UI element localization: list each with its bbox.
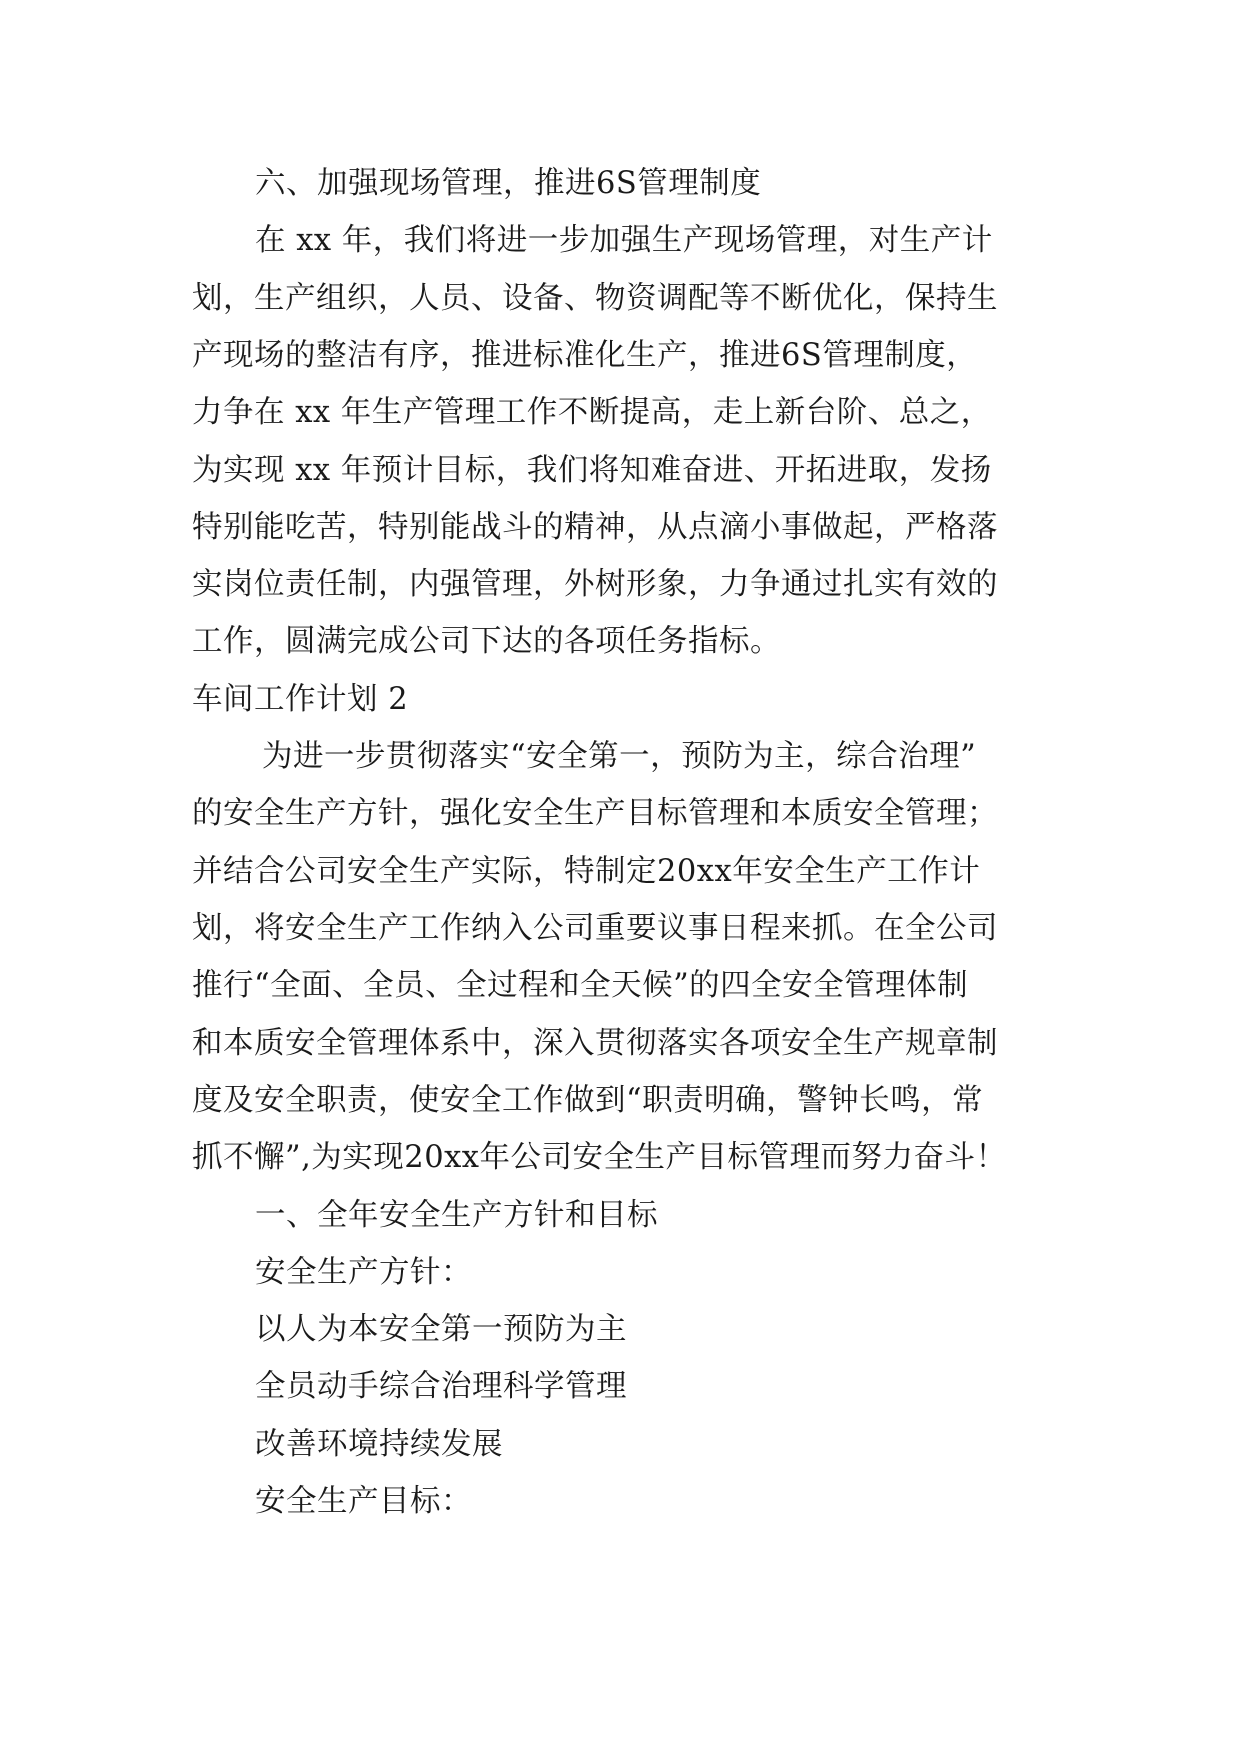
paragraph-line: 产现场的整洁有序，推进标准化生产，推进6S管理制度， [192,338,978,373]
paragraph-line: 力争在 xx 年生产管理工作不断提高，走上新台阶、总之， [192,395,992,430]
list-item: 以人为本安全第一预防为主 [255,1312,627,1347]
paragraph-line: 在 xx 年，我们将进一步加强生产现场管理，对生产计 [255,223,993,258]
paragraph-line: 抓不懈”,为实现20xx年公司安全生产目标管理而努力奋斗！ [192,1140,1007,1175]
paragraph-line: 推行“全面、全员、全过程和全天候”的四全安全管理体制 [192,968,969,1003]
paragraph-line: 为实现 xx 年预计目标，我们将知难奋进、开拓进取，发扬 [192,453,992,488]
paragraph-line: 特别能吃苦，特别能战斗的精神，从点滴小事做起，严格落 [192,510,998,545]
paragraph-line: 划，将安全生产工作纳入公司重要议事日程来抓。在全公司 [192,911,998,946]
paragraph-line: 实岗位责任制，内强管理，外树形象，力争通过扎实有效的 [192,567,998,602]
list-label: 安全生产方针： [255,1255,472,1290]
paragraph-line: 为进一步贯彻落实“安全第一，预防为主，综合治理” [262,739,977,774]
list-item: 全员动手综合治理科学管理 [255,1369,627,1404]
paragraph-line: 划，生产组织，人员、设备、物资调配等不断优化，保持生 [192,281,998,316]
list-label: 安全生产目标： [255,1484,472,1519]
list-item: 改善环境持续发展 [255,1427,503,1462]
document-title: 车间工作计划 2 [192,682,409,717]
paragraph-line: 并结合公司安全生产实际，特制定20xx年安全生产工作计 [192,854,981,889]
paragraph-line: 工作，圆满完成公司下达的各项任务指标。 [192,624,781,659]
paragraph-line: 的安全生产方针，强化安全生产目标管理和本质安全管理； [192,796,998,831]
section-heading: 六、加强现场管理，推进6S管理制度 [255,166,762,201]
section-heading: 一、全年安全生产方针和目标 [255,1198,658,1233]
paragraph-line: 度及安全职责，使安全工作做到“职责明确，警钟长鸣，常 [192,1083,984,1118]
paragraph-line: 和本质安全管理体系中，深入贯彻落实各项安全生产规章制 [192,1026,998,1061]
